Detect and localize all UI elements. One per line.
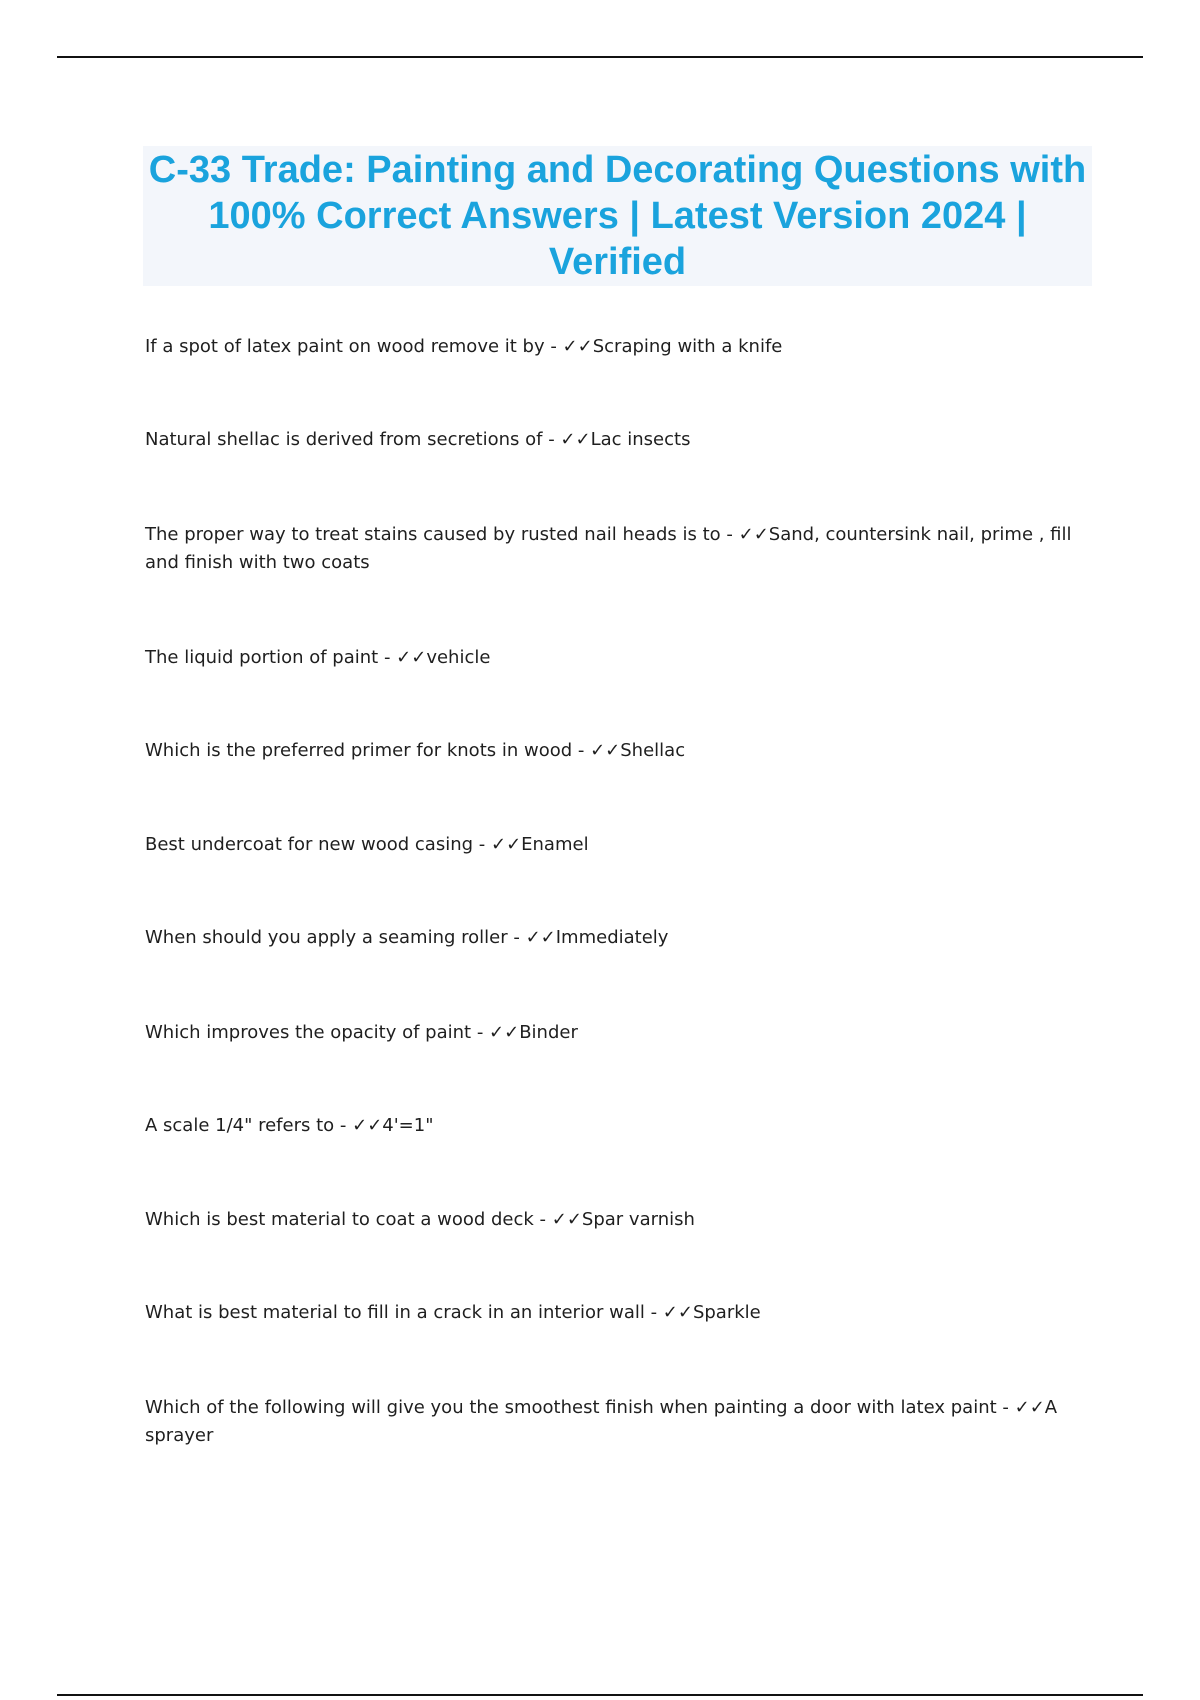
qa-item-8: Which improves the opacity of paint - ✓✓Binder xyxy=(145,1022,578,1043)
qa-item-4: The liquid portion of paint - ✓✓vehicle xyxy=(145,647,491,668)
bottom-rule xyxy=(57,1694,1143,1696)
qa-item-10: Which is best material to coat a wood deck - ✓✓Spar varnish xyxy=(145,1209,695,1230)
qa-item-6: Best undercoat for new wood casing - ✓✓Enamel xyxy=(145,834,589,855)
qa-item-7: When should you apply a seaming roller - ✓✓Immediately xyxy=(145,927,669,948)
document-title: C-33 Trade: Painting and Decorating Questions with 100% Correct Answers | Latest Version 2024 | Verified xyxy=(148,149,1087,283)
qa-item-12: Which of the following will give you the smoothest finish when painting a door with latex paint - ✓✓A sprayer xyxy=(145,1397,1058,1446)
qa-item-2: Natural shellac is derived from secretions of - ✓✓Lac insects xyxy=(145,429,691,450)
title-banner xyxy=(143,146,1092,286)
qa-item-1: If a spot of latex paint on wood remove it by - ✓✓Scraping with a knife xyxy=(145,336,783,357)
qa-item-3: The proper way to treat stains caused by rusted nail heads is to - ✓✓Sand, countersink nail, prime , fill and finish with two coats xyxy=(145,524,1072,573)
qa-item-9: A scale 1/4" refers to - ✓✓4'=1" xyxy=(145,1115,434,1136)
qa-item-5: Which is the preferred primer for knots in wood - ✓✓Shellac xyxy=(145,740,686,761)
qa-item-11: What is best material to fill in a crack in an interior wall - ✓✓Sparkle xyxy=(145,1302,761,1323)
top-rule xyxy=(57,56,1143,58)
